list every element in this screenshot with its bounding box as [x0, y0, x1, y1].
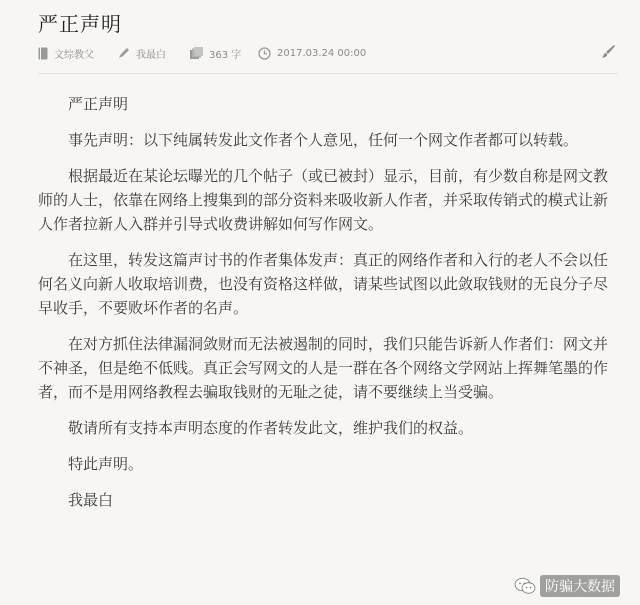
brush-edit-icon	[601, 44, 616, 59]
wechat-icon	[514, 577, 536, 595]
word-count-label: 363 字	[209, 49, 242, 61]
watermark-text: 防骗大数据	[540, 575, 620, 597]
pen-icon	[118, 47, 130, 59]
meta-date	[258, 44, 366, 62]
paragraph-heading: 严正声明	[68, 95, 129, 113]
clock-icon	[258, 47, 271, 60]
signature: 我最白	[68, 491, 114, 509]
date-label: 2017.03.24 00:00	[277, 47, 367, 59]
watermark	[514, 575, 620, 597]
paragraph: 在对方抓住法律漏洞敛财而无法被遏制的同时，我们只能告诉新人作者们：网文并不神圣，但是绝不低贱。真正会写网文的人是一群在各个网络文学网站上挥舞笔墨的作者，而不是用网络教程去骗取钱财的无耻之徒，请不要继续上当受骗。	[38, 335, 609, 401]
paragraph: 事先声明：以下纯属转发此文作者个人意见，任何一个网文作者都可以转载。	[68, 131, 579, 149]
book-icon	[38, 47, 48, 60]
paragraph: 根据最近在某论坛曝光的几个帖子（或已被封）显示，目前，有少数自称是网文教师的人士，依靠在网络上搜集到的部分资料来吸收新人作者，并采取传销式的模式让新人作者拉新人入群并引导式收费讲解如何写作网文。	[38, 167, 609, 233]
edit-button[interactable]	[601, 44, 616, 62]
category-label: 文综教父	[54, 49, 94, 61]
paragraph: 特此声明。	[68, 455, 144, 473]
article-body	[38, 92, 621, 524]
article-meta	[38, 44, 618, 62]
paragraph: 敬请所有支持本声明态度的作者转发此文，维护我们的权益。	[68, 419, 474, 437]
meta-category[interactable]	[38, 44, 94, 62]
divider	[38, 73, 618, 74]
paragraph: 在这里，转发这篇声讨书的作者集体发声：真正的网络作者和入行的老人不会以任何名义向新人收取培训费，也没有资格这样做，请某些试图以此敛取钱财的无良分子尽早收手，不要败坏作者的名声。	[38, 251, 609, 317]
page-title: 严正声明	[38, 12, 122, 36]
meta-author[interactable]	[118, 44, 166, 62]
document-stack-icon	[190, 47, 203, 59]
meta-word-count	[190, 44, 241, 62]
author-label: 我最白	[136, 49, 166, 61]
